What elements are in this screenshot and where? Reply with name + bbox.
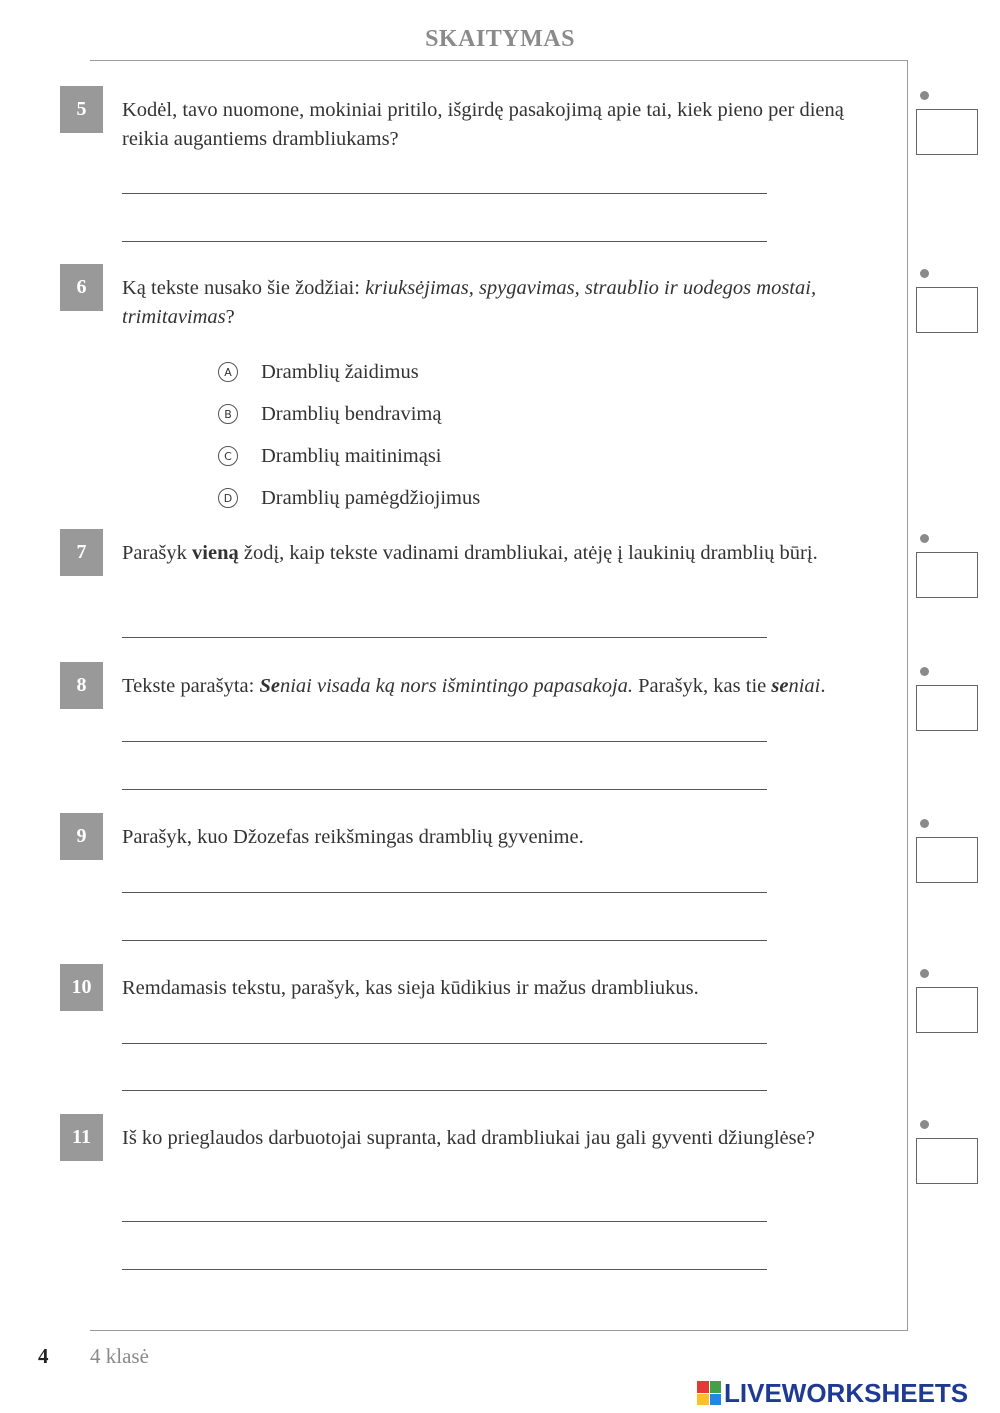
answer-line-7-1[interactable] xyxy=(122,637,767,638)
option-c-circle-icon[interactable]: C xyxy=(218,446,238,466)
quote-bold-italic: Se xyxy=(259,675,280,697)
question-text: Kodėl, tavo nuomone, mokiniai pritilo, išgirdę pasakojimą apie tai, kiek pieno per dieną reikia augantiems drambliukams? xyxy=(122,99,844,150)
grade-label: 4 klasė xyxy=(90,1344,149,1368)
question-text xyxy=(122,539,892,568)
question-text-before: Ką tekste nusako šie žodžiai: xyxy=(122,277,366,299)
answer-line-9-1[interactable] xyxy=(122,892,767,893)
option-b-label: Dramblių bendravimą xyxy=(261,402,442,425)
question-text xyxy=(122,672,892,701)
score-dot-icon xyxy=(920,1120,929,1129)
option-c-label: Dramblių maitinimąsi xyxy=(261,444,442,467)
score-dot-icon xyxy=(920,969,929,978)
score-dot-icon xyxy=(920,534,929,543)
question-text-italic: kriuksėjimas, spygavimas, straublio ir uodegos mostai, trimitavimas xyxy=(122,277,817,328)
score-box-10[interactable] xyxy=(916,987,978,1033)
score-box-7[interactable] xyxy=(916,552,978,598)
question-text-after: žodį, kaip tekste vadinami drambliukai, atėję į laukinių dramblių būrį. xyxy=(238,542,818,564)
answer-line-5-1[interactable] xyxy=(122,193,767,194)
option-b-circle-icon[interactable]: B xyxy=(218,404,238,424)
answer-line-11-2[interactable] xyxy=(122,1269,767,1270)
answer-line-8-1[interactable] xyxy=(122,741,767,742)
word-italic: niai xyxy=(788,675,821,697)
section-title: SKAITYMAS xyxy=(425,26,575,52)
score-box-5[interactable] xyxy=(916,109,978,155)
frame-right-border xyxy=(907,60,908,1331)
page-number: 4 xyxy=(38,1344,49,1368)
liveworksheets-brand xyxy=(697,1378,968,1408)
score-box-9[interactable] xyxy=(916,837,978,883)
answer-line-11-1[interactable] xyxy=(122,1221,767,1222)
question-number: 7 xyxy=(60,529,103,576)
option-a-label: Dramblių žaidimus xyxy=(261,360,419,383)
option-d-circle-icon[interactable]: D xyxy=(218,488,238,508)
score-box-6[interactable] xyxy=(916,287,978,333)
frame-bottom-border xyxy=(90,1330,908,1331)
question-number: 6 xyxy=(60,264,103,311)
option-c[interactable] xyxy=(218,441,442,471)
option-a[interactable] xyxy=(218,357,419,387)
score-dot-icon xyxy=(920,91,929,100)
question-text-before: Parašyk xyxy=(122,542,193,564)
option-d[interactable] xyxy=(218,483,480,513)
question-text-middle: Parašyk, kas tie xyxy=(633,675,772,697)
answer-line-10-2[interactable] xyxy=(122,1090,767,1091)
score-box-11[interactable] xyxy=(916,1138,978,1184)
question-text: Iš ko prieglaudos darbuotojai supranta, kad drambliukai jau gali gyventi džiunglėse? xyxy=(122,1127,815,1149)
quote-italic: niai visada ką nors išmintingo papasakoja. xyxy=(279,675,634,697)
logo-square-icon xyxy=(697,1381,709,1393)
option-a-circle-icon[interactable]: A xyxy=(218,362,238,382)
word-bold-italic: se xyxy=(771,675,789,697)
question-text: Parašyk, kuo Džozefas reikšmingas dramblių gyvenime. xyxy=(122,826,584,848)
question-number: 11 xyxy=(60,1114,103,1161)
question-text-bold: vieną xyxy=(192,542,239,564)
question-number: 10 xyxy=(60,964,103,1011)
score-dot-icon xyxy=(920,269,929,278)
answer-line-5-2[interactable] xyxy=(122,241,767,242)
question-number: 8 xyxy=(60,662,103,709)
score-dot-icon xyxy=(920,667,929,676)
logo-square-icon xyxy=(710,1381,722,1393)
option-b[interactable] xyxy=(218,399,441,429)
question-text-after: . xyxy=(820,675,826,697)
option-d-label: Dramblių pamėgdžiojimus xyxy=(261,486,481,509)
question-text-before: Tekste parašyta: xyxy=(122,675,260,697)
question-text: Remdamasis tekstu, parašyk, kas sieja kūdikius ir mažus drambliukus. xyxy=(122,977,699,999)
question-text-after: ? xyxy=(225,306,235,328)
logo-square-icon xyxy=(710,1394,722,1406)
score-dot-icon xyxy=(920,819,929,828)
answer-line-10-1[interactable] xyxy=(122,1043,767,1044)
frame-top-border xyxy=(90,60,908,61)
logo-square-icon xyxy=(697,1394,709,1406)
liveworksheets-logo-icon xyxy=(697,1381,721,1405)
question-text xyxy=(122,274,892,332)
question-number: 9 xyxy=(60,813,103,860)
answer-line-9-2[interactable] xyxy=(122,940,767,941)
question-number: 5 xyxy=(60,86,103,133)
answer-line-8-2[interactable] xyxy=(122,789,767,790)
brand-name: LIVEWORKSHEETS xyxy=(724,1377,969,1408)
score-box-8[interactable] xyxy=(916,685,978,731)
